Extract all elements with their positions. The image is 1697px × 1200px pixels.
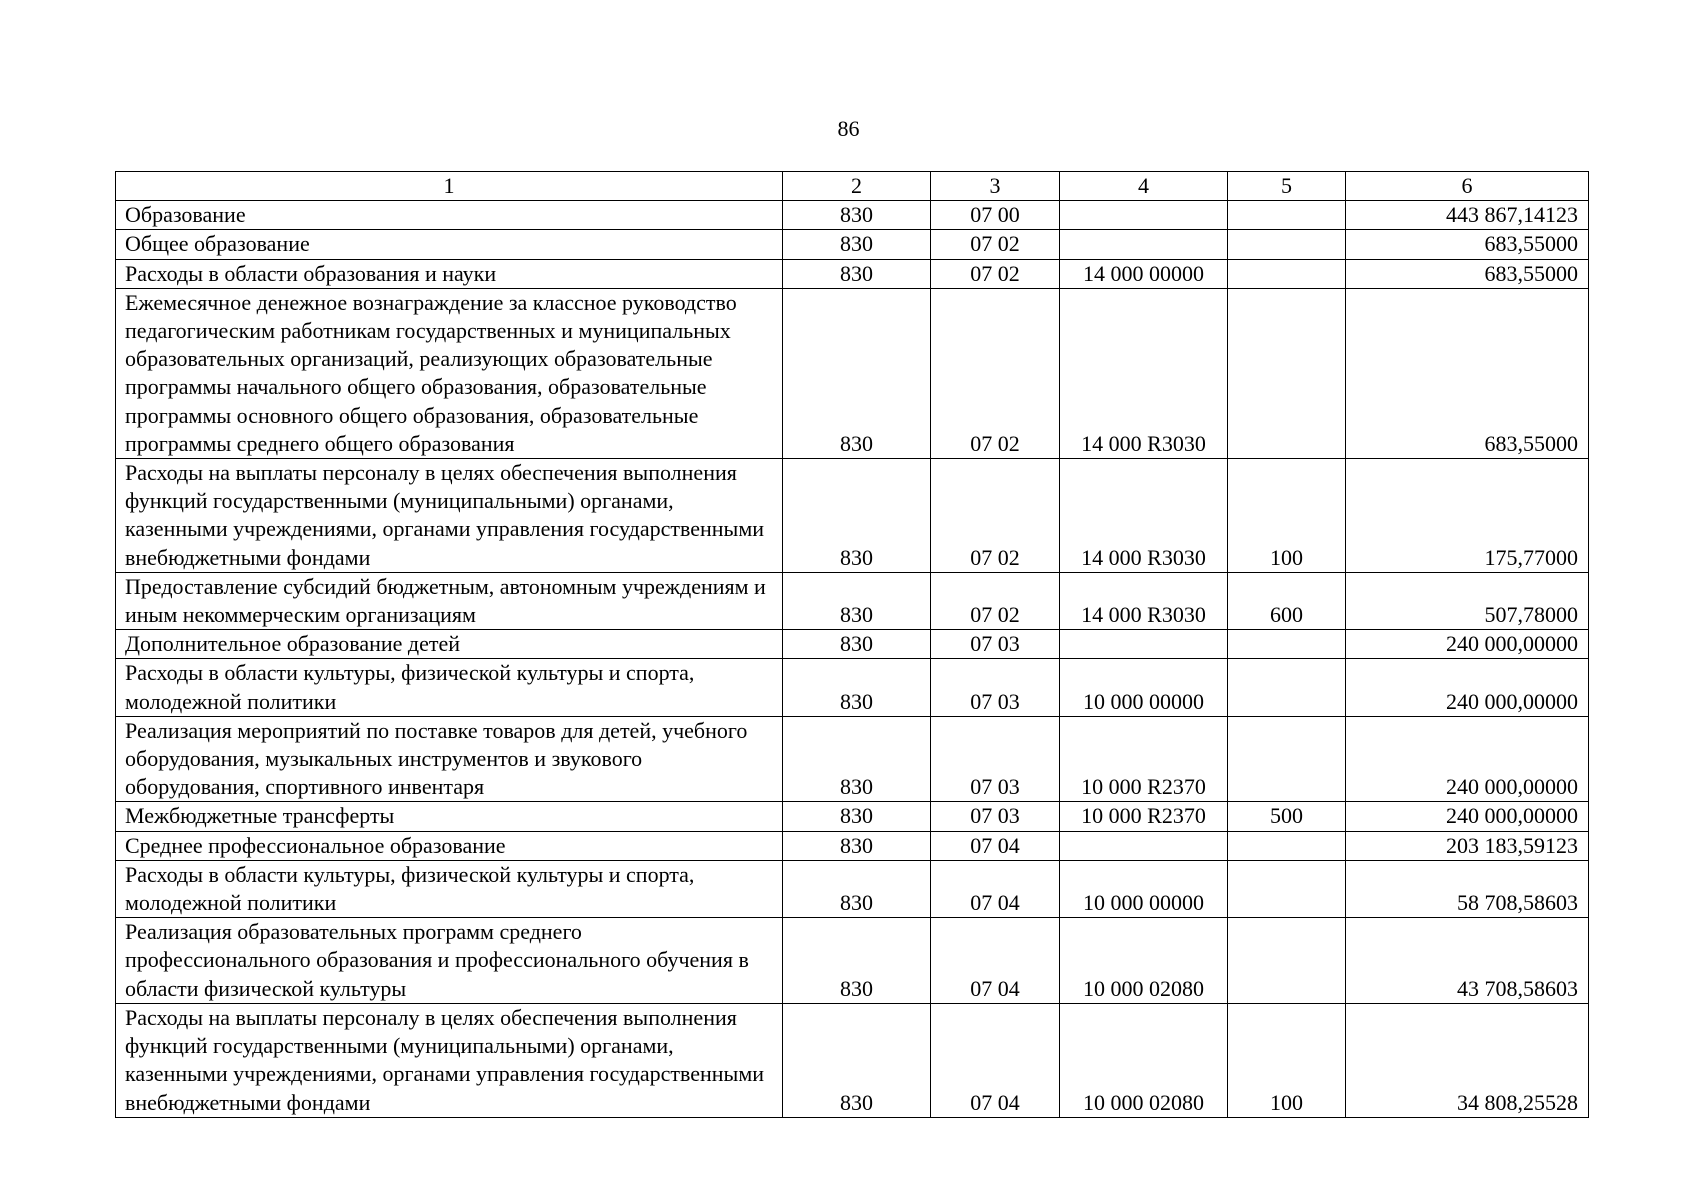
item-name-cell: Дополнительное образование детей: [116, 630, 783, 659]
section-code-cell: 07 02: [931, 230, 1060, 259]
target-article-cell: 10 000 R2370: [1060, 716, 1228, 802]
target-article-cell: [1060, 630, 1228, 659]
department-code-cell: 830: [783, 288, 931, 458]
department-code-cell: 830: [783, 459, 931, 573]
table-row: [116, 572, 1589, 629]
table-row: [116, 259, 1589, 288]
department-code-cell: 830: [783, 831, 931, 860]
expense-type-cell: [1228, 630, 1346, 659]
amount-cell: 683,55000: [1346, 288, 1589, 458]
item-name-cell: Ежемесячное денежное вознаграждение за классное руководство педагогическим работникам государственных и муниципальных образовательных организаций, реализующих образовательные программы начального общего образования, образовательные программы основного общего образования, образовательные программы среднего общего образования: [116, 288, 783, 458]
target-article-cell: 10 000 02080: [1060, 1003, 1228, 1117]
item-name-cell: Реализация мероприятий по поставке товаров для детей, учебного оборудования, музыкальных инструментов и звукового оборудования, спортивного инвентаря: [116, 716, 783, 802]
expense-type-cell: [1228, 288, 1346, 458]
expense-type-cell: 500: [1228, 802, 1346, 831]
table-row: [116, 201, 1589, 230]
table-row: [116, 659, 1589, 716]
table-row: [116, 716, 1589, 802]
section-code-cell: 07 03: [931, 802, 1060, 831]
amount-cell: 43 708,58603: [1346, 918, 1589, 1004]
section-code-cell: 07 00: [931, 201, 1060, 230]
expense-type-cell: [1228, 716, 1346, 802]
amount-cell: 240 000,00000: [1346, 630, 1589, 659]
header-cell-2: 2: [783, 172, 931, 201]
target-article-cell: 10 000 00000: [1060, 860, 1228, 917]
item-name-cell: Межбюджетные трансферты: [116, 802, 783, 831]
table-row: [116, 918, 1589, 1004]
amount-cell: 240 000,00000: [1346, 802, 1589, 831]
page-number: 86: [837, 116, 860, 141]
department-code-cell: 830: [783, 716, 931, 802]
department-code-cell: 830: [783, 659, 931, 716]
target-article-cell: [1060, 831, 1228, 860]
department-code-cell: 830: [783, 572, 931, 629]
item-name-cell: Расходы на выплаты персоналу в целях обеспечения выполнения функций государственными (муниципальными) органами, казенными учреждениями, органами управления государственными внебюджетными фондами: [116, 459, 783, 573]
department-code-cell: 830: [783, 918, 931, 1004]
amount-cell: 683,55000: [1346, 230, 1589, 259]
item-name-cell: Образование: [116, 201, 783, 230]
expense-type-cell: [1228, 259, 1346, 288]
amount-cell: 240 000,00000: [1346, 659, 1589, 716]
section-code-cell: 07 03: [931, 716, 1060, 802]
department-code-cell: 830: [783, 230, 931, 259]
department-code-cell: 830: [783, 1003, 931, 1117]
target-article-cell: [1060, 201, 1228, 230]
item-name-cell: Общее образование: [116, 230, 783, 259]
section-code-cell: 07 04: [931, 860, 1060, 917]
amount-cell: 34 808,25528: [1346, 1003, 1589, 1117]
section-code-cell: 07 04: [931, 1003, 1060, 1117]
section-code-cell: 07 03: [931, 659, 1060, 716]
expense-type-cell: 100: [1228, 459, 1346, 573]
table-row: [116, 630, 1589, 659]
header-cell-4: 4: [1060, 172, 1228, 201]
table-header-row: [116, 172, 1589, 201]
item-name-cell: Расходы в области культуры, физической культуры и спорта, молодежной политики: [116, 659, 783, 716]
target-article-cell: 14 000 00000: [1060, 259, 1228, 288]
table-row: [116, 288, 1589, 458]
item-name-cell: Расходы в области образования и науки: [116, 259, 783, 288]
header-cell-6: 6: [1346, 172, 1589, 201]
table-row: [116, 230, 1589, 259]
target-article-cell: 10 000 00000: [1060, 659, 1228, 716]
department-code-cell: 830: [783, 259, 931, 288]
expense-type-cell: [1228, 201, 1346, 230]
expense-type-cell: [1228, 659, 1346, 716]
section-code-cell: 07 02: [931, 259, 1060, 288]
amount-cell: 507,78000: [1346, 572, 1589, 629]
expense-type-cell: 100: [1228, 1003, 1346, 1117]
budget-table: [115, 171, 1589, 1118]
amount-cell: 443 867,14123: [1346, 201, 1589, 230]
item-name-cell: Среднее профессиональное образование: [116, 831, 783, 860]
amount-cell: 203 183,59123: [1346, 831, 1589, 860]
header-cell-1: 1: [116, 172, 783, 201]
item-name-cell: Предоставление субсидий бюджетным, автономным учреждениям и иным некоммерческим организациям: [116, 572, 783, 629]
amount-cell: 683,55000: [1346, 259, 1589, 288]
item-name-cell: Реализация образовательных программ среднего профессионального образования и профессионального обучения в области физической культуры: [116, 918, 783, 1004]
section-code-cell: 07 04: [931, 918, 1060, 1004]
amount-cell: 58 708,58603: [1346, 860, 1589, 917]
header-cell-5: 5: [1228, 172, 1346, 201]
expense-type-cell: 600: [1228, 572, 1346, 629]
section-code-cell: 07 02: [931, 288, 1060, 458]
table-row: [116, 831, 1589, 860]
target-article-cell: 10 000 R2370: [1060, 802, 1228, 831]
item-name-cell: Расходы на выплаты персоналу в целях обеспечения выполнения функций государственными (муниципальными) органами, казенными учреждениями, органами управления государственными внебюджетными фондами: [116, 1003, 783, 1117]
table-row: [116, 459, 1589, 573]
department-code-cell: 830: [783, 802, 931, 831]
header-cell-3: 3: [931, 172, 1060, 201]
section-code-cell: 07 03: [931, 630, 1060, 659]
section-code-cell: 07 02: [931, 459, 1060, 573]
item-name-cell: Расходы в области культуры, физической культуры и спорта, молодежной политики: [116, 860, 783, 917]
department-code-cell: 830: [783, 860, 931, 917]
target-article-cell: [1060, 230, 1228, 259]
table-row: [116, 860, 1589, 917]
target-article-cell: 14 000 R3030: [1060, 572, 1228, 629]
amount-cell: 175,77000: [1346, 459, 1589, 573]
table-row: [116, 1003, 1589, 1117]
section-code-cell: 07 04: [931, 831, 1060, 860]
table-row: [116, 802, 1589, 831]
section-code-cell: 07 02: [931, 572, 1060, 629]
department-code-cell: 830: [783, 630, 931, 659]
expense-type-cell: [1228, 230, 1346, 259]
expense-type-cell: [1228, 918, 1346, 1004]
target-article-cell: 14 000 R3030: [1060, 288, 1228, 458]
department-code-cell: 830: [783, 201, 931, 230]
expense-type-cell: [1228, 831, 1346, 860]
target-article-cell: 14 000 R3030: [1060, 459, 1228, 573]
expense-type-cell: [1228, 860, 1346, 917]
target-article-cell: 10 000 02080: [1060, 918, 1228, 1004]
amount-cell: 240 000,00000: [1346, 716, 1589, 802]
